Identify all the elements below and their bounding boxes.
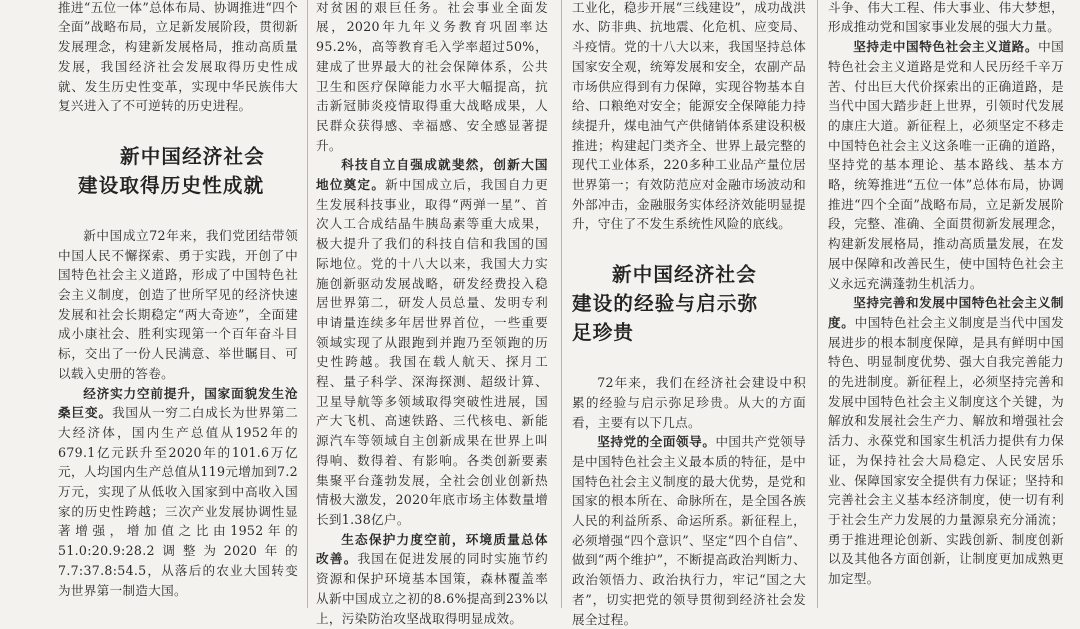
paragraph-lead: 坚持党的全面领导。 bbox=[597, 434, 716, 450]
paragraph-technology bbox=[316, 155, 548, 529]
paragraph-economy bbox=[58, 384, 298, 601]
paragraph-body: 我国在促进发展的同时实施节约资源和保护环境基本国策，森林覆盖率从新中国成立之初的8.6%提高到23%以上，污染防治攻坚战取得明显成效。 bbox=[316, 551, 549, 626]
paragraph-continued: 推进“五位一体”总体布局、协调推进“四个全面”战略布局，立足新发展阶段，贯彻新发展理念，构建新发展格局，推动高质量发展，我国经济社会发展取得历史性成就、发生历史性变革，实现中华民族伟大复兴进入了不可逆转的历史进程。 bbox=[58, 0, 298, 114]
column-4 bbox=[828, 0, 1064, 589]
paragraph-continued: 斗争、伟大工程、伟大事业、伟大梦想，形成推动党和国家事业发展的强大力量。 bbox=[828, 0, 1064, 35]
paragraph-body: 中国特色社会主义制度是当代中国发展进步的根本制度保障，是具有鲜明中国特色、明显制度优势、强大自我完善能力的先进制度。新征程上，必须坚持完善和发展中国特色社会主义制度这个关键，为解放和发展社会生产力、解放和增强社会活力、永葆党和国家生机活力提供有力保证，为保持社会大局稳定、人民安居乐业、保障国家安全提供有力保证；坚持和完善社会主义基本经济制度，使一切有利于社会生产力发展的力量源泉充分涌流；勇于推进理论创新、实践创新、制度创新以及其他各方面创新，让制度更加成熟更加定型。 bbox=[828, 314, 1064, 587]
paragraph-body: 中国共产党领导是中国特色社会主义最本质的特征，是中国特色社会主义制度的最大优势，是党和国家的根本所在、命脉所在，是全国各族人民的利益所系、命运所系。新征程上，必须增强“四个意识”、坚定“四个自信”、做到“两个维护”，不断提高政治判断力、政治领悟力、政治执行力，牢记“国之大者”，切实把党的领导贯彻到经济社会发展全过程。 bbox=[572, 434, 806, 627]
paragraph-ecology bbox=[316, 530, 548, 629]
heading-line: 建设的经验与启示弥 bbox=[572, 292, 759, 316]
paragraph-continued: 工业化，稳步开展“三线建设”，成功战洪水、防非典、抗地震、化危机、应变局、斗疫情。党的十八大以来，我国坚持总体国家安全观，统筹发展和安全，农副产品市场供应得到有力保障，实现谷物基本自给、口粮绝对安全；能源安全保障能力持续提升，煤电油气产供储销体系建设积极推进；构建起门类齐全、世界上最完整的现代工业体系，220多种工业品产量位居世界第一；有效防范应对金融市场波动和外部冲击，金融服务实体经济效能明显提升，守住了不发生系统性风险的底线。 bbox=[572, 0, 806, 232]
paragraph-lead: 坚持完善和发展中国特色社会主义制度。 bbox=[828, 295, 1064, 330]
paragraph-intro: 新中国成立72年来，我们党团结带领中国人民不懈探索、勇于实践，开创了中国特色社会主义道路，形成了中国特色社会主义制度，创造了世所罕见的经济快速发展和社会长期稳定“两大奇迹”，全面建成小康社会、胜利实现第一个百年奋斗目标，交出了一份人民满意、举世瞩目、可以载入史册的答卷。 bbox=[58, 227, 298, 381]
section-heading-achievements bbox=[58, 142, 298, 200]
column-2 bbox=[316, 0, 548, 628]
paragraph-intro: 72年来，我们在经济社会建设中积累的经验与启示弥足珍贵。从大的方面看，主要有以下几点。 bbox=[572, 375, 806, 430]
paragraph-lead: 坚持走中国特色社会主义道路。 bbox=[853, 39, 1039, 55]
column-1 bbox=[58, 0, 298, 600]
paragraph-system bbox=[828, 293, 1064, 589]
paragraph-party-leadership bbox=[572, 432, 806, 629]
section-heading-experience bbox=[572, 260, 806, 347]
paragraph-road bbox=[828, 37, 1064, 293]
column-divider bbox=[817, 0, 818, 608]
paragraph-body: 新中国成立后，我国自力更生发展科技事业，取得“两弹一星”、首次人工合成结晶牛胰岛素等重大成果，极大提升了我们的科技自信和我国的国际地位。党的十八大以来，我国大力实施创新驱动发展战略，研发经费投入稳居世界第二，研发人员总量、发明专利申请量连续多年居世界首位，一些重要领域实现了从跟跑到并跑乃至领跑的历史性跨越。我国在载人航天、探月工程、量子科学、深海探测、超级计算、卫星导航等多领域取得突破性进展，国产大飞机、高速铁路、三代核电、新能源汽车等领域自主创新成果在世界上叫得响、数得着、有影响。各类创新要素集聚平台蓬勃发展，全社会创业创新热情极大激发，2020年底市场主体数量增长到1.38亿户。 bbox=[316, 177, 548, 527]
paragraph-lead: 经济实力空前提升，国家面貌发生沧桑巨变。 bbox=[58, 385, 298, 421]
column-3 bbox=[572, 0, 806, 629]
paragraph-body: 我国从一穷二白成长为世界第二大经济体，国内生产总值从1952年的679.1亿元跃升至2020年的101.6万亿元，人均国内生产总值从119元增加到7.2万元，实现了从低收入国家到中高收入国家的历史性跨越；三次产业发展协调性显著增强，增加值之比由1952年的51.0:20.9:28.2调整为2020年的7.7:37.8:54.5，从落后的农业大国转变为世界第一制造大国。 bbox=[58, 405, 299, 598]
heading-line: 新中国经济社会 bbox=[612, 263, 757, 287]
heading-line: 足珍贵 bbox=[572, 321, 635, 345]
column-divider bbox=[561, 0, 562, 608]
paragraph-continued: 对贫困的艰巨任务。社会事业全面发展，2020年九年义务教育巩固率达95.2%，高等教育毛入学率超过50%，建成了世界最大的社会保障体系，公共卫生和医疗保障能力水平大幅提高，抗击新冠肺炎疫情取得重大战略成果，人民群众获得感、幸福感、安全感显著提升。 bbox=[316, 0, 548, 153]
paragraph-body: 中国特色社会主义道路是党和人民历经千辛万苦、付出巨大代价探索出的正确道路，是当代中国大踏步赶上世界，引领时代发展的康庄大道。新征程上，必须坚定不移走中国特色社会主义这条唯一正确的道路，坚持党的基本理论、基本路线、基本方略，统筹推进“五位一体”总体布局，协调推进“四个全面”战略布局，立足新发展阶段，完整、准确、全面贯彻新发展理念，构建新发展格局，推动高质量发展，在发展中保障和改善民生，使中国特色社会主义永远充满蓬勃生机活力。 bbox=[828, 39, 1064, 291]
heading-line: 建设取得历史性成就 bbox=[78, 173, 265, 197]
paragraph-lead: 科技自立自强成就斐然，创新大国地位奠定。 bbox=[316, 157, 548, 193]
column-divider bbox=[307, 0, 308, 608]
paragraph-lead: 生态保护力度空前，环境质量总体改善。 bbox=[316, 531, 548, 567]
heading-line: 新中国经济社会 bbox=[120, 144, 265, 168]
